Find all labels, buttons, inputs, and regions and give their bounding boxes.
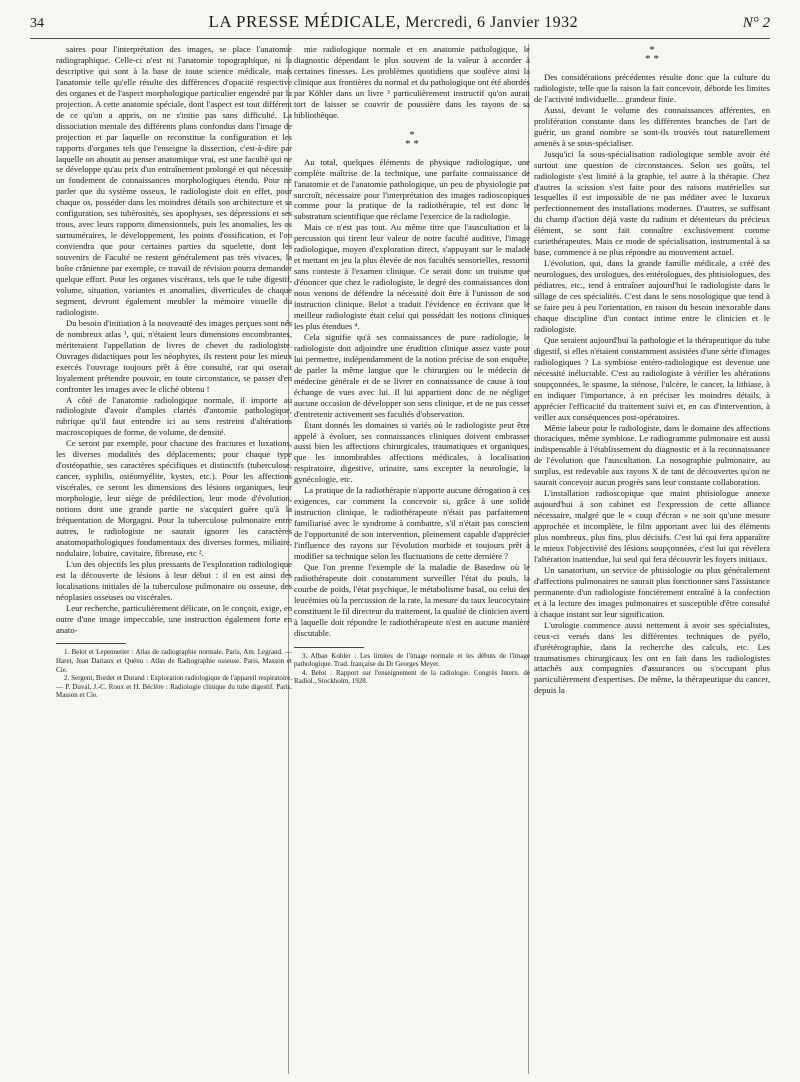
paragraph: L'urologie commence aussi nettement à avoir ses spécialistes, ceux-ci versés dans les différentes techniques de pyélo, d'urétérographie, dans la recherche des calculs, etc. Les traumatismes chirurgicaux les ont en fait dans les radiologistes attachés aux compagnies d'assurances ou s'occupant plus particulièrement d'expertises. De même, la thérapeutique du cancer, depuis la xyxy=(534,619,770,696)
footnote: 1. Belot et Lepennetier : Atlas de radiographie normale. Paris, Am. Legrand. — Haret, Jean Dariaux et Quénu : Atlas de Radiographie osseuse. Paris, Masson et Cie. xyxy=(56,648,292,674)
section-separator: * * * xyxy=(645,44,659,65)
paragraph: Jusqu'ici la sous-spécialisation radiologique semble avoir été surtout une question de circonstances. Selon ses goûts, tel radiologiste s'est limité à la graphie, tel autre à la thérapie. Chez d'autres la scission s'est faite pour des raisons matérielles sur lesquelles il est impossible de ne pas méditer avec le luxueux perfectionnement des installations modernes. D'autres, se suffisant du champ d'action déjà vaste du radium et détenteurs du précieux élément, se sont fait connaître exclusivement comme curiethérapeutes. Mais ce mode de spécialisation, instrumental à sa base, commence à ne plus répondre au mouvement actuel. xyxy=(534,148,770,258)
paragraph: L'un des objectifs les plus pressants de l'exploration radiologique est la découverte de lésions à leur début : il en est ainsi des localisations initiales de la tuberculose pulmonaire ou osseuse, des néoplasies osseuses ou viscérales. xyxy=(56,558,292,602)
footnotes xyxy=(56,648,292,700)
paragraph: L'installation radioscopique que maint phtisiologue annexe aujourd'hui à son cabinet est l'expression de cette alliance nécessaire, malgré que le « coup d'écran » ne soit qu'une mesure approchée et incomplète, le film apportant avec lui des éléments plus nombreux, plus fins, plus décisifs. C'est lui qui fera apparaître le mieux l'objectivité des lésions soupçonnées, c'est lui qui révélera l'altération inattendue, lui seul qui fera découvrir les foyers initiaux. xyxy=(534,488,770,564)
paragraph: Que l'on prenne l'exemple de la maladie de Basedow où le radiothérapeute doit constamment surveiller l'état du pouls, la courbe de poids, l'état psychique, le métabolisme basal, ou celui des leucémies où la percussion de la rate, la mesure du taux leucocytaire constituent le fil directeur du traitement, la qualité de clinicien averti à laquelle doit répondre le radiothérapeute n'est en aucune manière discutable. xyxy=(294,561,530,638)
journal-name: LA PRESSE MÉDICALE, xyxy=(208,12,401,31)
paragraph: Même labeur pour le radiologiste, dans le domaine des affections thoraciques, même symbiose. Le radiogramme pulmonaire est aussi indispensable à l'établissement du diagnostic et à la reconnaissance de l'évolution que l'auscultation. La nosographie pulmonaire, au surplus, est redevable aux rayons X de tant de découvertes qu'on ne saurait concevoir aucun progrès sans leur constante collaboration. xyxy=(534,422,770,488)
paragraph: Leur recherche, particulièrement délicate, on le conçoit, exige, en outre d'une image impeccable, une instruction également forte en anato- xyxy=(56,602,292,635)
column-3 xyxy=(534,44,770,696)
paragraph: La pratique de la radiothérapie n'apporte aucune dérogation à ces exigences, car comment la concevoir si, grâce à une solide instruction clinique, le radiothérapeute n'était pas parfaitement familiarisé avec le syndrome à combattre, s'il n'était pas conscient de l'opportunité de son intervention, pleinement capable d'apprécier l'influence des rayons sur l'évolution morbide et toujours prêt à modifier sa technique selon les fluctuations de cette dernière ? xyxy=(294,485,530,561)
paragraph: saires pour l'interprétation des images, se place l'anatomie radiographique. Celle-ci n'est ni l'anatomie topographique, ni la descriptive qui sont à la base de toute science médicale, mais l'anatomie telle qu'elle résulte des différences d'opacité respective des organes et de l'aspect morphologique particulier engendré par la projection. A cette anatomie spéciale, dont l'aspect est tout différent de ce qu'on a appris, on ne s'initie pas sans difficulté. La dissociation mentale des différents plans confondus dans l'image de projection et par laquelle on reconstitue la configuration et les rapports d'organes tels que l'enseigne la dissection, c'est-à-dire par laquelle on aboutit au penser anatomique vrai, est une faculté qui ne se développe qu'au prix d'un entraînement prolongé et qui nécessite un fondement de connaissances morphologiques étendu. Pour ne parler que du système osseux, le radiologiste doit en effet, pour chaque os, posséder dans les moindres détails son architecture et sa configuration, ses tubérosités, ses apophyses, ses dépressions et ses trous, avec leurs rapports dimensionnels, puis les anomalies, les os surnuméraires, le développement, les points d'ossification, et l'on conviendra que pour certaines parties du squelette, dont les souvenirs de Faculté ne restent généralement pas très vivaces, la boîte crânienne par exemple, ce travail de révision pourra demander quelque effort. Pour les organes viscéraux, tels que le tube digestif, volume, situation, variantes et anomalies, diverticules de chaque segment, devront également meubler la mémoire visuelle du radiologiste. xyxy=(56,44,292,317)
issue-number: N° 2 xyxy=(742,15,770,31)
paragraph: Au total, quelques éléments de physique radiologique, une complète maîtrise de la technique, une parfaite connaissance de l'anatomie et de l'anatomie pathologique, un peu de physiologie par surcroît, nécessaire pour l'interprétation des images radioscopiques comme pour la pratique de la radiothérapie, tel est donc le substratum scientifique que réclame l'exercice de la radiologie. xyxy=(294,156,530,222)
paragraph: Cela signifie qu'à ses connaissances de pure radiologie, le radiologiste doit adjoindre une érudition clinique assez vaste pour lui permettre, indépendamment de la notion précise de son enquête, de parler la même langue que le chirurgien ou le médecin de médecine générale et de se livrer en connaissance de cause à tout échange de vues avec lui. Il lui appartient donc de ne négliger aucune occasion de développer son sens clinique, et de ne pas cesser d'entretenir activement ses facultés d'observation. xyxy=(294,331,530,419)
footnotes xyxy=(294,652,530,686)
paragraph: Mais ce n'est pas tout. Au même titre que l'auscultation et la percussion qui tirent leur valeur de notre faculté auditive, l'image radiologique, moyen d'exploration direct, s'appuyant sur le malade et mettant en jeu la plus élevée de nos facultés sensorielles, ressortit sans conteste à l'examen clinique. Ce serait donc un truisme que d'énoncer que chez le radiologiste, le degré des connaissances dont nous venons de défendre la nécessité doit être à l'unisson de son instruction clinique. Belot a traduit l'évidence en écrivant que le meilleur radiologiste était celui qui possédait les notions cliniques les plus étendues ⁴. xyxy=(294,222,530,331)
paragraph: Ce seront par exemple, pour chacune des fractures et luxations, les diverses modalités des déplacements; pour chaque type d'ostéopathie, ses caractères spécifiques et distinctifs (tuberculose, cancer, syphilis, ostéomyélite, kystes, etc.). Pour les affections viscérales, ce seront les dimensions des lésions organiques, leur morphologie, leur siège de prédilection, leur mode d'évolution, notions dont une grande partie ne s'acquiert guère qu'à la fréquentation de Morgagni. Pour la tuberculose pulmonaire entre autres, le radiologiste ne saurait ignorer les caractères anatomopathologiques fondamentaux des diverses formes, miliaire, nodulaire, lobaire, cavitaire, fibreuse, etc ². xyxy=(56,438,292,558)
header-title xyxy=(209,12,579,32)
footnote-rule xyxy=(56,643,126,644)
paragraph: Un sanatorium, un service de phtisiologie ou plus généralement d'affections pulmonaires ne saurait plus fonctionner sans l'assistance permanente d'un radiologiste foncièrement entraîné à la confection et à la lecture des images pulmonaires et susceptible d'être consulté à chaque instant sur leur signification. xyxy=(534,564,770,619)
footnote: 2. Sergent, Bordet et Durand : Exploration radiologique de l'appareil respiratoire. — P. Duval, J.-C. Roux et H. Béclère : Radiologie clinique du tube digestif. Paris. Masson et Cie. xyxy=(56,674,292,700)
paragraph: L'évolution, qui, dans la grande famille médicale, a créé des neurologues, des urologues, des entérologues, des phtisiologues, des pédiatres, etc., tend à entraîner aujourd'hui le radiologiste dans le sillage de ces spécialités. C'est dans le sens nosologique que tend à se faire peu à peu l'orientation, en raison du besoin inexorable dans chaque discipline d'un contact intime entre le clinicien et le radiologiste. xyxy=(534,258,770,334)
page-number: 34 xyxy=(30,16,44,31)
paragraph: Étant donnés les domaines si variés où le radiologiste peut être appelé à évoluer, ses connaissances cliniques doivent embrasser aussi bien les affections chirurgicales, traumatiques et organiques, que les innombrables affections médicales, à localisation respiratoire, digestive, urinaire, sans excepter la neurologie, la gynécologie, etc. xyxy=(294,419,530,485)
section-separator: * * * xyxy=(405,128,419,150)
issue-date: Mercredi, 6 Janvier 1932 xyxy=(405,14,579,31)
column-1 xyxy=(56,44,292,700)
paragraph: A côté de l'anatomie radiologique normale, il importe au radiologiste d'avoir d'amples clartés d'antomie pathologique, rubrique qu'il faut entendre ici au sens restreint d'altérations macroscopiques de forme, de volume, de densité. xyxy=(56,394,292,438)
paragraph: Du besoin d'initiation à la nouveauté des images perçues sont nés de nombreux atlas ¹, qui, n'étaient leurs dimensions encombrantes, mériteraient l'appellation de livres de chevet du radiologiste. Ouvrages didactiques pour les néophytes, ils restent pour les mieux exercés l'ouvrage toujours prêt à être consulté, car qui oserait loyalement prétendre pouvoir, en toute circonstance, se passer d'en confronter les images avec le cliché obtenu ! xyxy=(56,317,292,394)
footnote: 3. Alban Kohler : Les limites de l'image normale et les débuts de l'image pathologique. Trad. française du Dr Georges Meyer. xyxy=(294,651,530,669)
footnote-rule xyxy=(294,647,364,648)
column-2 xyxy=(294,44,530,686)
paragraph: Que seraient aujourd'hui la pathologie et la thérapeutique du tube digestif, si elles n'étaient constamment assistées d'une série d'images radiologiques ? La symbiose entéro-radiologique est devenue une nécessité inéluctable. C'est au radiologiste à vérifier les altérations soupçonnées, le spasme, la sténose, l'ulcère, le cancer, la lithiase, à en indiquer l'importance, à en préciser les moindres détails, à apprécier l'efficacité du traitement suivi et, en cas d'intervention, à veiller aux conséquences post-opératoires. xyxy=(534,334,770,422)
paragraph: Des considérations précédentes résulte donc que la culture du radiologiste, telle que la raison la fait concevoir, déborde les limites de l'activité individuelle... grandeur finie. xyxy=(534,72,770,104)
paragraph: Aussi, devant le volume des connaissances afférentes, en prolifération constante dans les différentes branches de l'art de guérir, un grand nombre se sont-ils trouvés tout naturellement amenés à se sous-spécialiser. xyxy=(534,104,770,148)
paragraph: mie radiologique normale et en anatomie pathologique, le diagnostic dépendant le plus souvent de la valeur à accorder à certaines finesses. Les problèmes quotidiens que soulève ainsi la clinique aux frontières du normal et du pathologique ont été abordés par Köhler dans un livre ³ particulièrement instructif qu'on aurait tort de laisser se couvrir de poussière dans les rayons de sa bibliothèque. xyxy=(294,44,530,120)
page-header xyxy=(30,12,770,39)
footnote: 4. Belot : Rapport sur l'enseignement de la radiologie. Congrès Intern. de Radiol., Stockholm, 1928. xyxy=(294,668,530,686)
